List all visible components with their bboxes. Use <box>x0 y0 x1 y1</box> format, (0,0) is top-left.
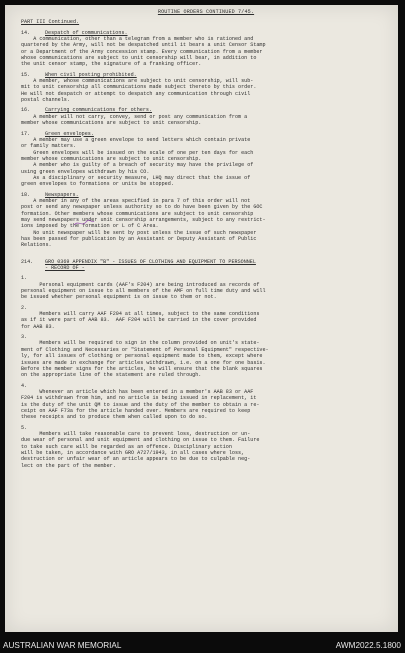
body-line: ment of Clothing and Necessaries or "Statement of Personal Equipment" respective- <box>21 346 269 353</box>
body-line: these receipts and to produce them when called upon to do so. <box>21 414 208 421</box>
body-line: as if it were part of AAB 83. AAF F204 will be carried in the cover provided <box>21 317 257 324</box>
body-line: Members will be required to sign in the column provided on unit's state- <box>21 340 260 347</box>
body-line: Personal equipment cards (AAF's F204) are being introduced as records of <box>21 281 260 288</box>
section-number: 16. <box>21 107 31 114</box>
body-line: ions imposed by the formation or L of C Area. <box>21 223 159 230</box>
section-title: Newspapers. <box>45 191 79 198</box>
body-line: whose communications are subject to unit censorship will bear, in addition to <box>21 55 257 62</box>
body-line: postal channels. <box>21 97 70 104</box>
body-line: is the duty of the unit QM to issue and the duty of the member to obtain a re- <box>21 401 260 408</box>
body-line: He will not despatch or attempt to despatch any communication through civil <box>21 90 251 97</box>
body-line: the unit censor stamp, the signature of a franking officer. <box>21 61 202 68</box>
document-page <box>5 5 398 632</box>
section-heading <box>21 192 391 198</box>
body-line: A communication, other than a telegram from a member who is rationed and <box>21 36 254 43</box>
body-line: has been passed for publication by an Assistant or Deputy Assistant of Public <box>21 236 257 242</box>
section-number: 214. <box>21 258 34 265</box>
body-line: Whenever an article which has been entered in a member's AAB 83 or AAF <box>21 388 254 395</box>
body-line: As a disciplinary or security measure, LHQ may direct that the issue of <box>21 174 251 181</box>
section-title: - RECORD OF - <box>45 265 85 272</box>
footer-institution: AUSTRALIAN WAR MEMORIAL <box>3 641 122 650</box>
section-number: 17. <box>21 130 31 137</box>
body-line: green envelopes to formations or units be stopped. <box>21 181 174 188</box>
body-line: due wear of personal and unit equipment and clothing on issue to them. Failure <box>21 437 260 444</box>
body-line: be issued whether personal equipment is on issue to them or not. <box>21 294 217 301</box>
footer-accession-number: AWM2022.5.1800 <box>335 641 401 650</box>
part-heading: PART III Continued. <box>21 19 80 26</box>
body-line: personal equipment on issue to all members of the AMF on full time duty and will <box>21 288 266 295</box>
body-line: quartered by the Army, will not be despatched until it bears a unit Censor Stamp <box>21 42 266 49</box>
spacer <box>21 469 391 473</box>
section-heading <box>21 131 391 137</box>
paragraph-number: 3. <box>21 334 28 341</box>
body-line: for AAB 83. <box>21 323 55 330</box>
body-line: Members will take reasonable care to prevent loss, destruction or un- <box>21 430 251 437</box>
body-line: issues are made in exchange for articles withdrawn, i.e. on a one for one basis. <box>21 359 266 366</box>
body-line: A member who is guilty of a breach of security may have the privilege of <box>21 162 254 169</box>
body-line: member whose communications are subject to unit censorship. <box>21 155 202 162</box>
paragraph-number: 5. <box>21 424 28 431</box>
body-line: A member will not carry, convey, send or post any communication from a <box>21 113 248 120</box>
paragraph-number: 2. <box>21 304 28 311</box>
body-line: post or send any newspaper unless authority so to do have been given by the GOC <box>21 204 263 211</box>
section-title: Despatch of communications. <box>45 29 128 36</box>
section-title: When civil posting prohibited. <box>45 71 137 78</box>
section-title: GRO 0369 APPENDIX "B" - ISSUES OF CLOTHING AND EQUIPMENT TO PERSONNEL <box>45 258 256 265</box>
body-line: to take such care will be regarded as an offence. Disciplinary action <box>21 443 232 450</box>
body-line: Members will carry AAF F204 at all times, subject to the same conditions <box>21 311 260 318</box>
body-line: destruction or unfair wear of an article appears to be due to culpable neg- <box>21 456 251 463</box>
section-number-blank <box>21 265 45 271</box>
body-line: Green envelopes will be issued on the scale of one per ten days for each <box>21 149 254 156</box>
body-line: A member, whose communications are subject to unit censorship, will sub- <box>21 78 254 85</box>
body-line: or family matters. <box>21 143 77 150</box>
body-line: No unit newspaper will be sent by post unless the issue of such newspaper <box>21 229 257 236</box>
document-text <box>21 9 391 473</box>
body-line: A member in any of the areas specified in para 7 of this order will not <box>21 197 251 204</box>
body-line: may send newspapers under unit censorship arrangements, subject to any restrict- <box>21 216 266 223</box>
body-line: will be taken, in accordance with GRO A727/1943, in all cases where loss, <box>21 449 245 456</box>
body-line: formation. Other members whose communications are subject to unit censorship <box>21 210 254 217</box>
body-line: member whose communications are subject to unit censorship. <box>21 120 202 127</box>
body-line: ceipt on AAF F73a for the article handed over. Members are required to keep <box>21 407 251 414</box>
section-title: Green envelopes. <box>45 130 94 137</box>
body-line: mit to unit censorship all communications made subject thereto by this order. <box>21 84 257 91</box>
body-line: using green envelopes withdrawn by his CO. <box>21 168 150 175</box>
footer-bar <box>0 638 405 653</box>
section-heading <box>21 107 391 113</box>
body-line: on the appropriate line of the statement are ruled through. <box>21 372 202 379</box>
body-line: F204 is withdrawn from him, and no article is being issued in replacement, it <box>21 395 257 402</box>
section-number: 18. <box>21 191 31 198</box>
section-number: 15. <box>21 71 31 78</box>
body-line: ly, for all issues of clothing or personal equipment made to them, except where <box>21 353 263 360</box>
paragraph-number: 1. <box>21 275 28 282</box>
section-title-cont <box>21 265 391 271</box>
body-line: Relations. <box>21 242 52 249</box>
document-header: ROUTINE ORDERS CONTINUED 7/45. <box>157 9 255 15</box>
body-line: or a Department of the Army concession stamp. Every communication from a member <box>21 48 263 55</box>
body-line: A member may use a green envelope to send letters which contain private <box>21 136 251 143</box>
body-line: Before the member signs for the articles, he will ensure that the blank squares <box>21 365 263 372</box>
section-title: Carrying communications for others. <box>45 107 152 114</box>
paragraph-number: 4. <box>21 382 28 389</box>
body-line: lect on the part of the member. <box>21 462 116 469</box>
section-number: 14. <box>21 29 31 36</box>
